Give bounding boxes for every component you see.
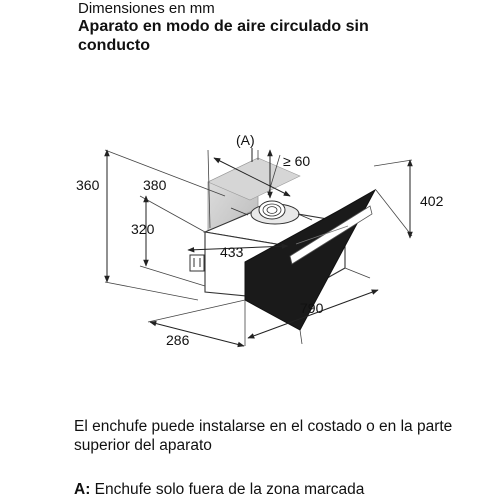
label-zone-a: (A)	[236, 132, 255, 148]
dim-base-depth: 286	[166, 332, 190, 348]
dim-width: 790	[300, 300, 324, 316]
dim-body-height: 320	[131, 221, 155, 237]
legend-text: Enchufe solo fuera de la zona marcada	[94, 481, 365, 498]
dim-depth-top: 380	[143, 177, 167, 193]
dim-total-height: 360	[76, 177, 100, 193]
dim-body-depth: 433	[220, 244, 244, 260]
plug-socket-icon	[190, 255, 204, 271]
dim-front-height: 402	[420, 193, 444, 209]
diagram-title: Aparato en modo de aire circulado sin conducto	[78, 18, 369, 54]
legend-key: A:	[74, 481, 91, 498]
dim-min-clearance: ≥ 60	[283, 153, 311, 169]
legend	[74, 481, 364, 499]
dimensions-unit-label: Dimensiones en mm	[78, 0, 215, 17]
plug-installation-note: El enchufe puede instalarse en el costado o en la parte superior del aparato	[74, 418, 453, 454]
